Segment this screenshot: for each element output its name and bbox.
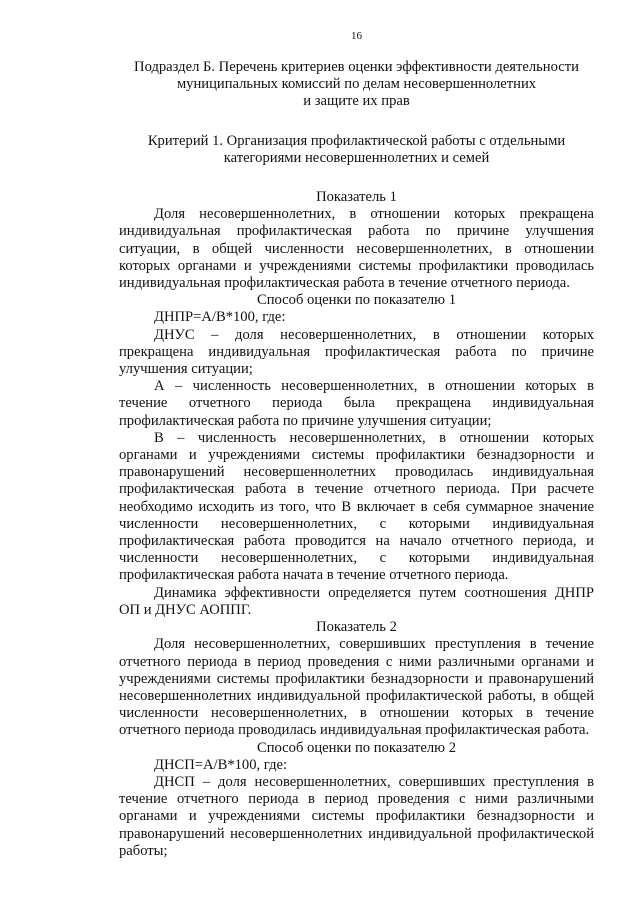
indicator-1-def-b: В – численность несовершеннолетних, в отношении которых органами и учреждениями системы профилактики безнадзорности и правонарушений несовершеннолетних проводилась индивидуальная профилактическая работа в течение отчетного периода. При расчете необходимо исходить из того, что В включает в себя суммарное значение численности несовершеннолетних, с которыми индивидуальная профилактическая работа проводится на начало отчетного периода, и численности несовершеннолетних, с которыми индивидуальная профилактическая работа начата в течение отчетного периода. <box>119 429 594 584</box>
indicator-1-heading: Показатель 1 <box>316 189 397 206</box>
criterion-title <box>119 133 594 167</box>
section-title-line: Подраздел Б. Перечень критериев оценки эффективности деятельности <box>134 59 579 75</box>
section-title-line: и защите их прав <box>303 93 410 110</box>
indicator-1-formula: ДНПР=А/В*100, где: <box>154 309 286 326</box>
indicator-1-def-dnus: ДНУС – доля несовершеннолетних, в отношении которых прекращена индивидуальная профилактическая работа по причине улучшения ситуации; <box>119 326 594 378</box>
page-number: 16 <box>351 30 362 42</box>
indicator-2-def-dnsp: ДНСП – доля несовершеннолетних, совершивших преступления в течение отчетного периода в период проведения с ними различными органами и учреждениями системы профилактики безнадзорности и правонарушений несовершеннолетних индивидуальной профилактической работы; <box>119 773 594 859</box>
indicator-1-dynamics: Динамика эффективности определяется путем соотношения ДНПР ОП и ДНУС АОППГ. <box>119 584 594 618</box>
indicator-1-text: Доля несовершеннолетних, в отношении которых прекращена индивидуальная профилактическая работа по причине улучшения ситуации, в общей численности несовершеннолетних, в отношении которых органами и учреждениями системы профилактики проводилась индивидуальная профилактическая работа в течение отчетного периода. <box>119 206 594 292</box>
indicator-1-method-heading: Способ оценки по показателю 1 <box>256 292 457 309</box>
indicator-2-formula: ДНСП=А/В*100, где: <box>154 756 288 773</box>
indicator-2-text: Доля несовершеннолетних, совершивших преступления в течение отчетного периода в период проведения с ними различными органами и учреждениями системы профилактики безнадзорности и правонарушений несовершеннолетних индивидуальной профилактической работы, в общей численности несовершеннолетних, в отношении которых в течение отчетного периода проводилась индивидуальная профилактическая работа. <box>119 636 594 739</box>
section-title-line: муниципальных комиссий по делам несовершеннолетних <box>176 76 537 93</box>
section-title <box>119 59 594 111</box>
indicator-2-method-heading: Способ оценки по показателю 2 <box>256 739 457 756</box>
criterion-title-line: Критерий 1. Организация профилактической работы с отдельными <box>147 132 566 149</box>
indicator-2-heading: Показатель 2 <box>316 619 397 636</box>
criterion-title-line: категориями несовершеннолетних и семей <box>223 149 490 166</box>
indicator-1-def-a: А – численность несовершеннолетних, в отношении которых в течение отчетного периода была прекращена индивидуальная профилактическая работа по причине улучшения ситуации; <box>119 378 594 429</box>
